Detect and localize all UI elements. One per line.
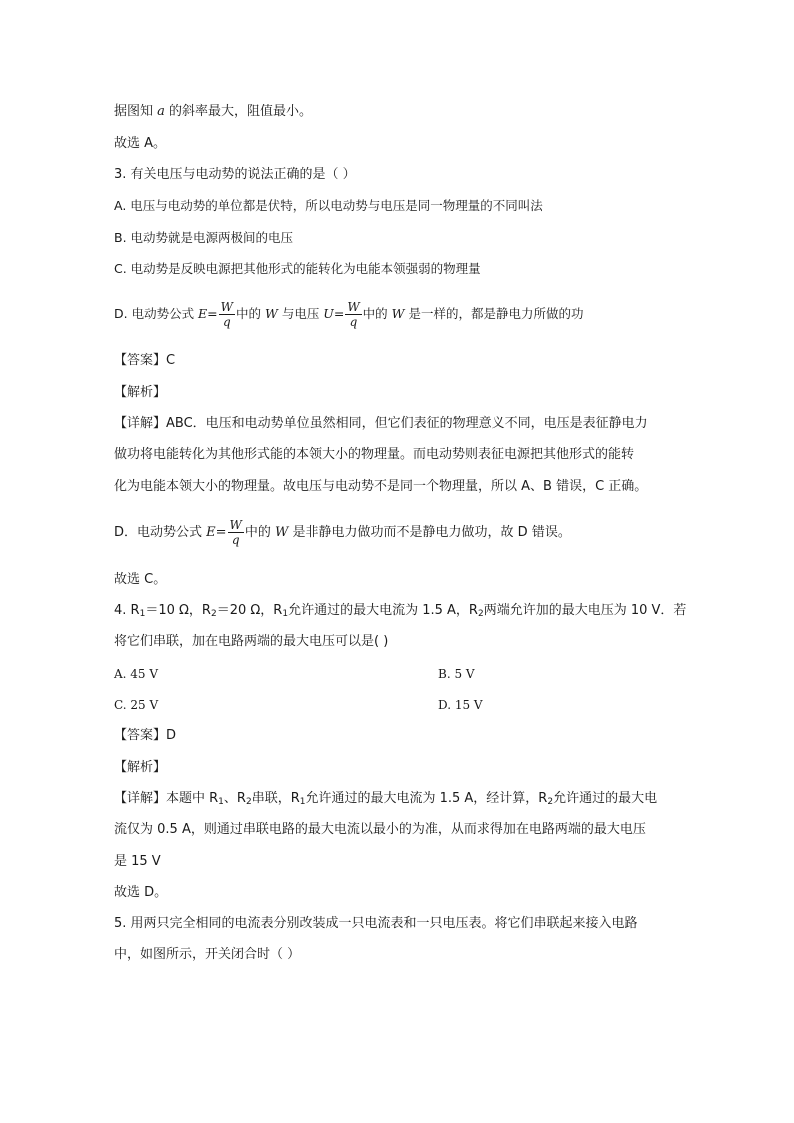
- q3-detail-line1: 【详解】ABC．电压和电动势单位虽然相同，但它们表征的物理意义不同，电压是表征静电力: [114, 416, 648, 431]
- q4-option-a: A. 45 V: [114, 667, 159, 681]
- q3-answer-tag: 【答案】C: [114, 353, 176, 368]
- q3-option-d: D. 电动势公式 E= $\frac{W}{q}$ 中的 W 与电压 U= $\frac{W}{q}$ 中的 W 是一样的，都是静电力所做的功: [114, 300, 584, 329]
- q4-option-d: D. 15 V: [438, 698, 483, 712]
- q3-answer-choice: 故选 C。: [114, 572, 167, 587]
- q5-stem-line1: 5. 用两只完全相同的电流表分别改装成一只电流表和一只电压表。将它们串联起来接入电路: [114, 916, 638, 931]
- q3-stem: 3. 有关电压与电动势的说法正确的是（ ）: [114, 167, 356, 182]
- fraction-w-over-q: $\frac{W}{q}$: [347, 300, 360, 329]
- fraction-w-over-q: $\frac{W}{q}$: [220, 300, 233, 329]
- q3-analysis-tag: 【解析】: [114, 385, 167, 400]
- q4-detail-line3: 是 15 V: [114, 854, 161, 869]
- q4-analysis-tag: 【解析】: [114, 760, 167, 775]
- q4-detail-line1: 【详解】本题中 $R_1$、$R_2$串联，$R_1$允许通过的最大电流为 1.5 A，经计算，$R_2$允许通过的最大电: [114, 791, 658, 807]
- q3-option-a: A. 电压与电动势的单位都是伏特，所以电动势与电压是同一物理量的不同叫法: [114, 198, 543, 213]
- q3-detail-d: D．电动势公式 E= $\frac{W}{q}$ 中的 W 是非静电力做功而不是静电力做功，故 D 错误。: [114, 518, 571, 547]
- q3-option-c: C. 电动势是反映电源把其他形式的能转化为电能本领强弱的物理量: [114, 261, 481, 276]
- q3-detail-line2: 做功将电能转化为其他形式能的本领大小的物理量。而电动势则表征电源把其他形式的能转: [114, 447, 635, 462]
- q4-option-b: B. 5 V: [438, 667, 475, 681]
- q4-stem-line2: 将它们串联，加在电路两端的最大电压可以是( ): [114, 634, 389, 649]
- q4-answer-choice: 故选 D。: [114, 885, 168, 900]
- q5-stem-line2: 中，如图所示，开关闭合时（ ）: [114, 947, 301, 962]
- q4-stem-line1: 4. $R_1=10$ Ω，$R_2=20$ Ω，$R_1$允许通过的最大电流为 1.5 A，$R_2$两端允许加的最大电压为 10 V．若: [114, 603, 687, 619]
- q3-option-b: B. 电动势就是电源两极间的电压: [114, 230, 294, 245]
- q4-detail-line2: 流仅为 0.5 A，则通过串联电路的最大电流以最小的为准，从而求得加在电路两端的最大电压: [114, 822, 646, 837]
- q4-answer-tag: 【答案】D: [114, 728, 177, 743]
- q2-conclusion: 据图知 a 的斜率最大，阻值最小。: [114, 104, 313, 119]
- fraction-w-over-q: $\frac{W}{q}$: [229, 518, 242, 547]
- q3-detail-line3: 化为电能本领大小的物理量。故电压与电动势不是同一个物理量，所以 A、B 错误，C 正确。: [114, 479, 648, 494]
- q4-option-c: C. 25 V: [114, 698, 159, 712]
- q2-answer-choice: 故选 A。: [114, 136, 167, 151]
